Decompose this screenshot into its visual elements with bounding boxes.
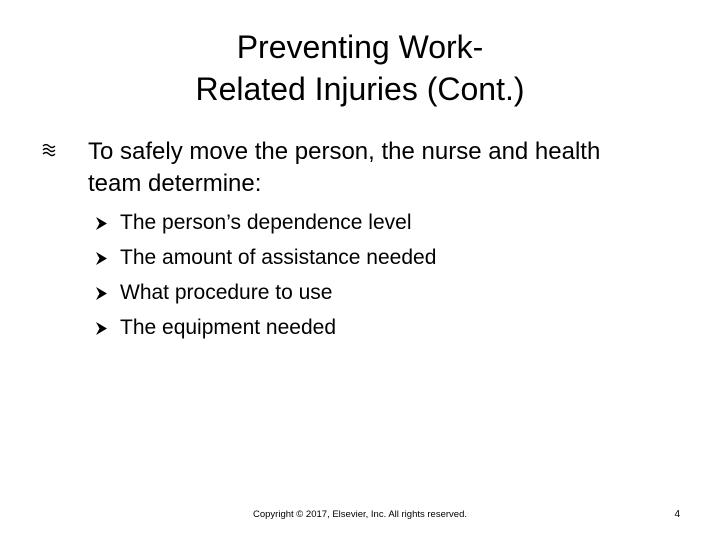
sub-bullet-text: The amount of assistance needed xyxy=(120,246,437,269)
arrowhead-bullet-icon xyxy=(94,216,109,231)
sub-bullet-item xyxy=(94,276,436,311)
sub-bullet-text: The equipment needed xyxy=(120,316,336,339)
sub-bullet-text: The person’s dependence level xyxy=(120,211,412,234)
sub-bullet-item xyxy=(94,311,436,346)
arrowhead-bullet-icon xyxy=(94,251,109,266)
arrowhead-bullet-icon xyxy=(94,321,109,336)
slide-title-line-2: Related Injuries (Cont.) xyxy=(195,71,525,107)
sub-bullet-item xyxy=(94,206,436,241)
sub-bullet-item xyxy=(94,241,436,276)
wave-bullet-icon xyxy=(42,142,56,158)
slide-title-line-1: Preventing Work- xyxy=(236,29,484,65)
sub-bullet-text: What procedure to use xyxy=(120,281,333,304)
sub-bullet-list xyxy=(94,206,436,346)
page-number: 4 xyxy=(674,509,680,520)
slide-title xyxy=(100,26,620,110)
arrowhead-bullet-icon xyxy=(94,286,109,301)
main-bullet-text: To safely move the person, the nurse and health team determine: xyxy=(88,138,601,197)
copyright-footer: Copyright © 2017, Elsevier, Inc. All rights reserved. xyxy=(253,509,467,520)
